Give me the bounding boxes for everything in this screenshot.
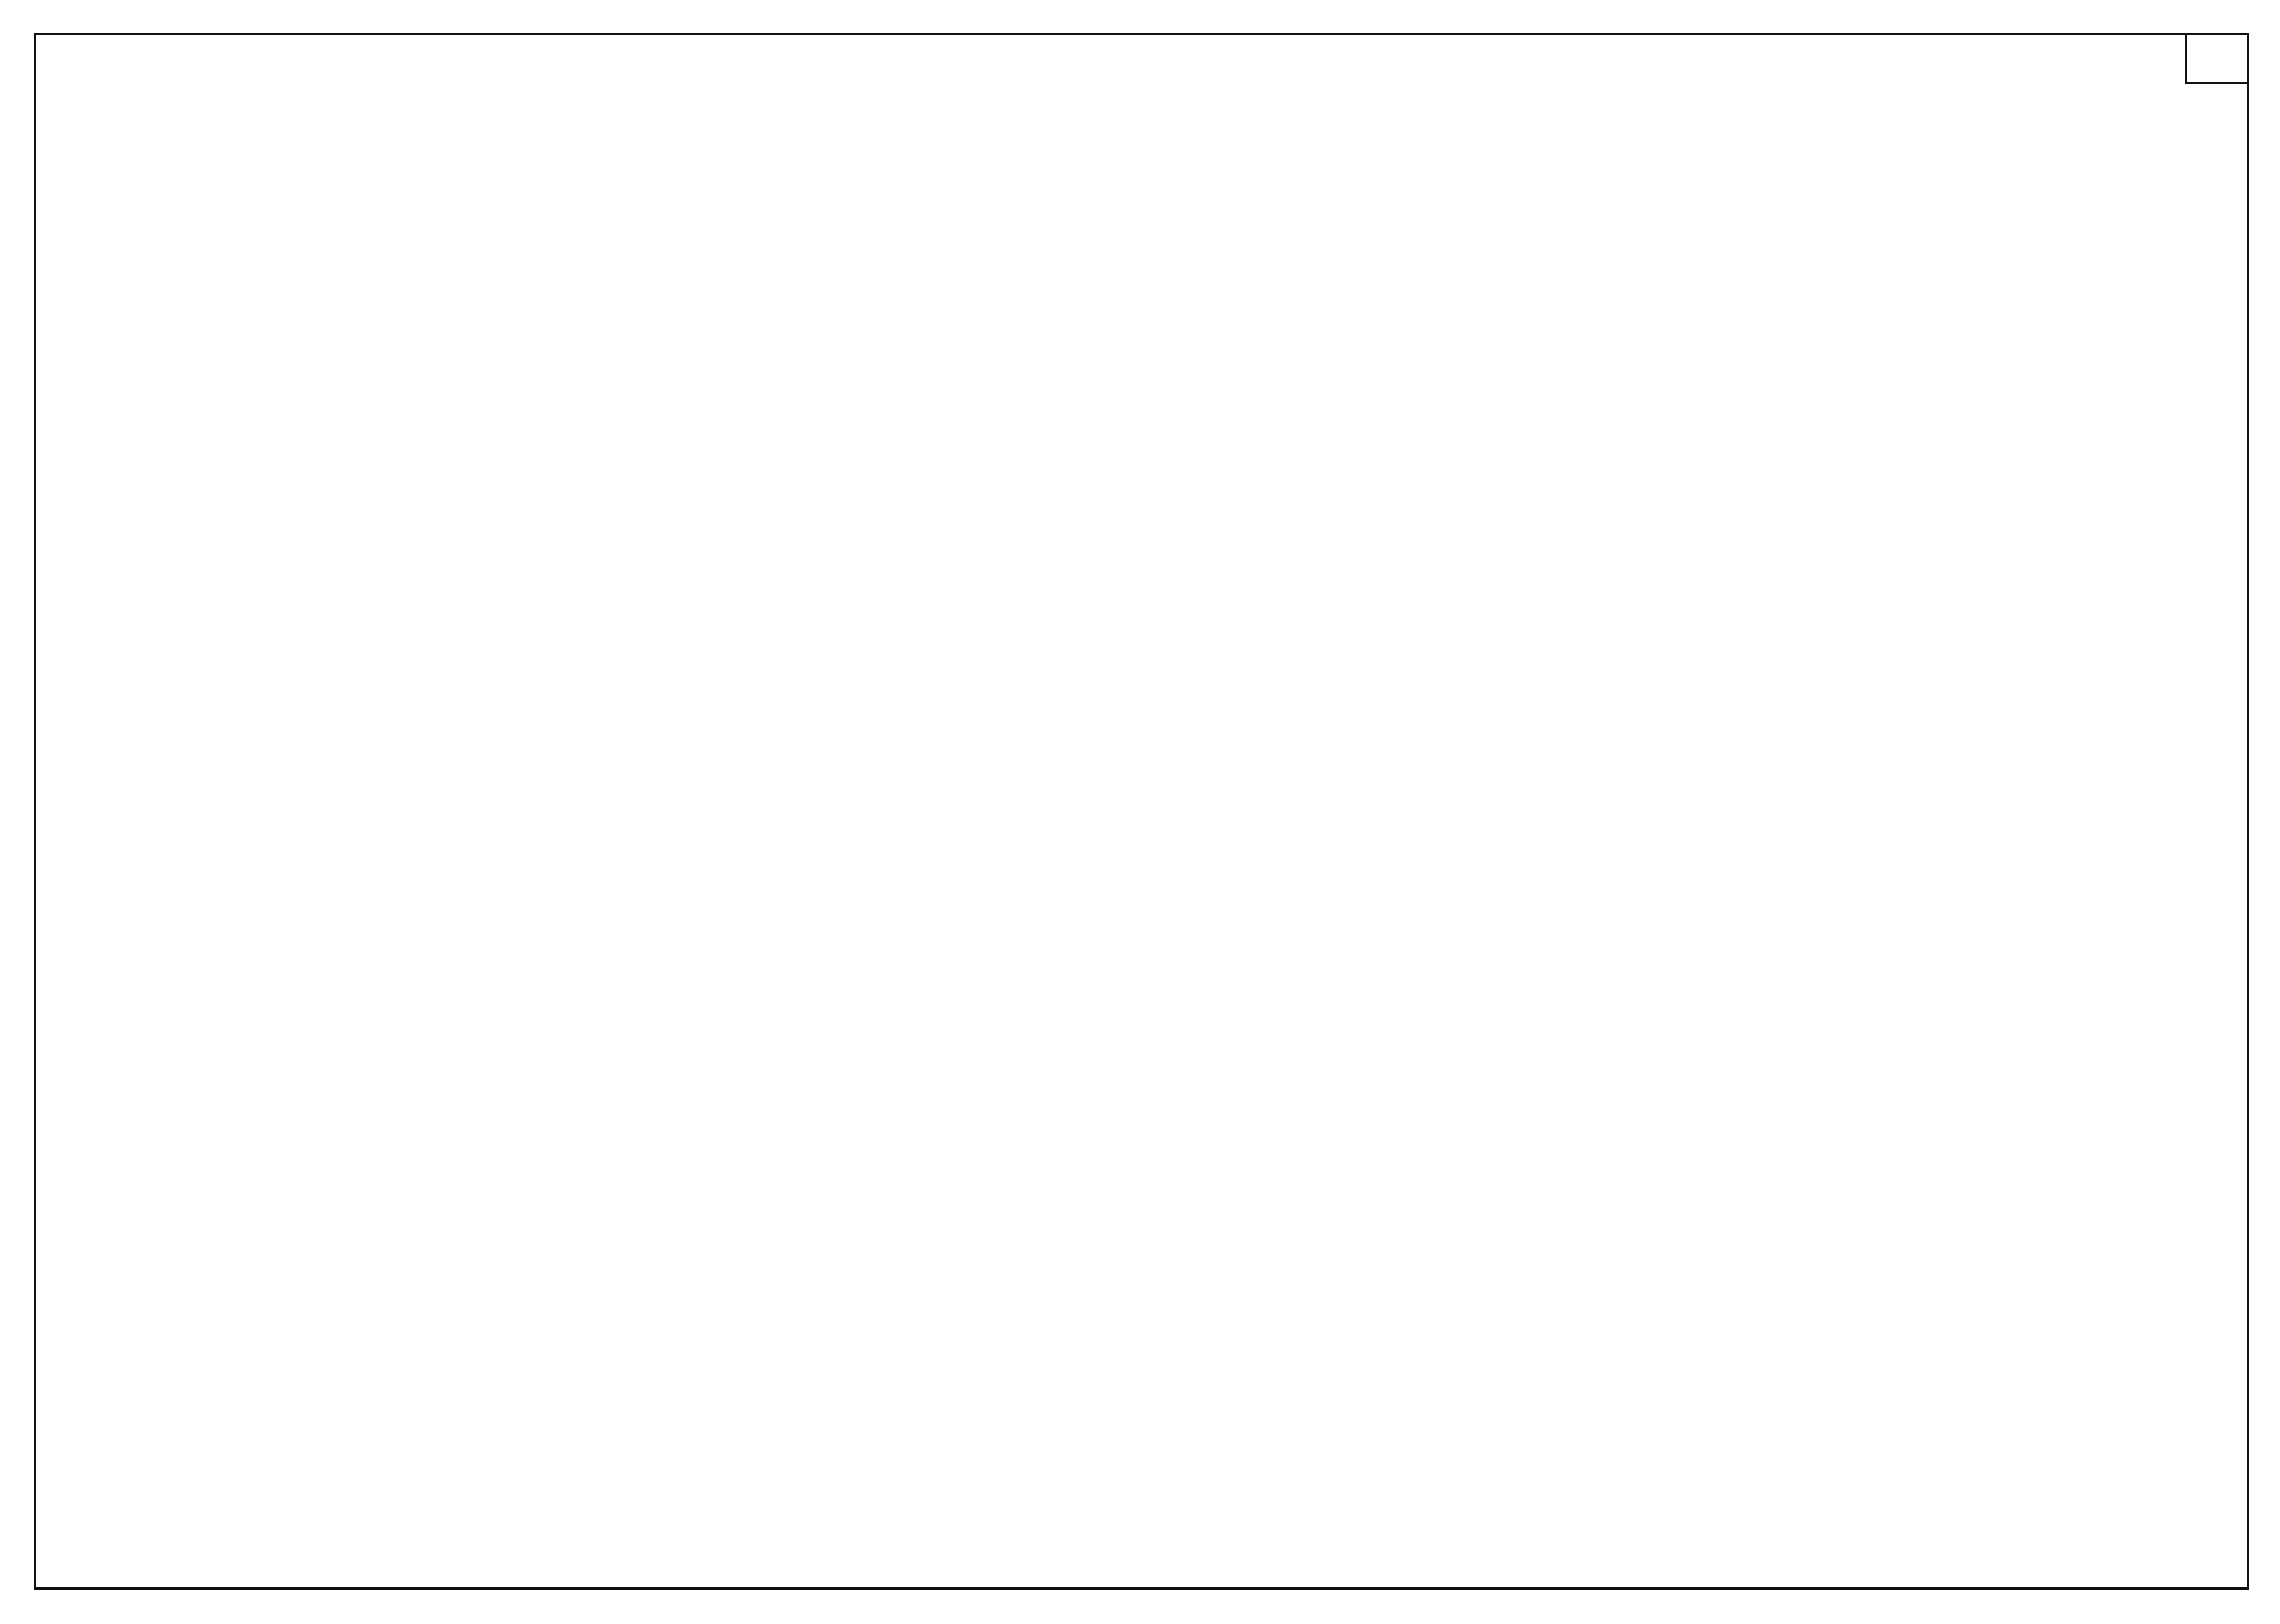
page-number-box-bottom — [2185, 82, 2248, 84]
outer-frame-right — [2247, 33, 2249, 1589]
outer-frame-top — [34, 33, 2249, 35]
outer-frame-left — [34, 33, 36, 1589]
page-number-box-left — [2185, 33, 2187, 83]
outer-frame-bottom — [34, 1587, 2249, 1590]
